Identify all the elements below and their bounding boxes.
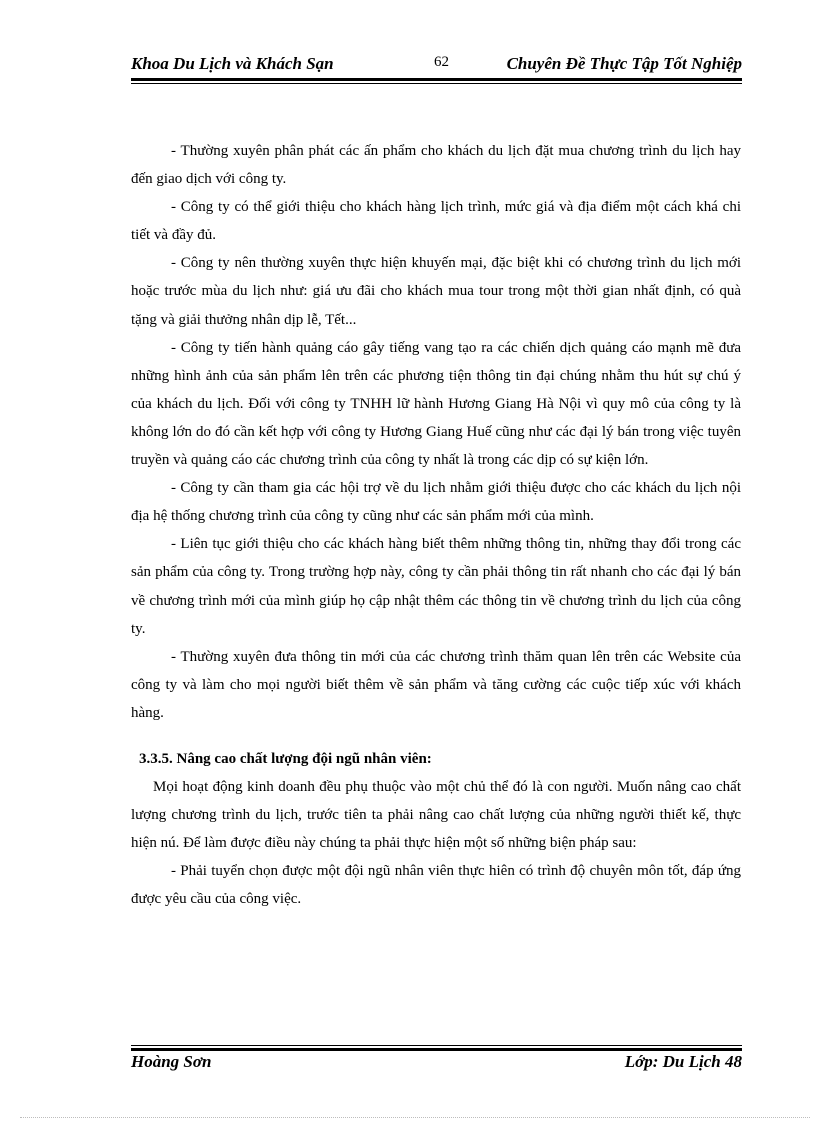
page-body xyxy=(131,137,741,913)
footer-class: Lớp: Du Lịch 48 xyxy=(624,1052,742,1071)
body-paragraph: - Công ty có thể giới thiệu cho khách hàng lịch trình, mức giá và địa điểm một cách khá chi tiết và đầy đủ. xyxy=(131,199,741,244)
section-item: - Phải tuyển chọn được một đội ngũ nhân viên thực hiên có trình độ chuyên môn tốt, đáp ứng được yêu cầu của công việc. xyxy=(131,863,741,908)
section-heading: 3.3.5. Nâng cao chất lượng đội ngũ nhân viên: xyxy=(139,750,432,767)
page-footer xyxy=(131,1050,742,1076)
body-paragraph: - Thường xuyên phân phát các ấn phẩm cho khách du lịch đặt mua chương trình du lịch hay đến giao dịch với công ty. xyxy=(131,143,741,188)
body-paragraph: - Liên tục giới thiệu cho các khách hàng biết thêm những thông tin, những thay đổi trong các sản phẩm của công ty. Trong trường hợp này, công ty cần phải thông tin rất nhanh cho các đại lý bán về chương trình mới của mình giúp họ cập nhật thêm các thông tin về chương trình du lịch của công ty. xyxy=(131,536,741,637)
header-rule-thin xyxy=(131,83,742,84)
header-rule-thick xyxy=(131,78,742,81)
body-paragraph: - Thường xuyên đưa thông tin mới của các chương trình thăm quan lên trên các Website của công ty và làm cho mọi người biết thêm về sản phẩm và tăng cường các cuộc tiếp xúc với khách hàng. xyxy=(131,648,741,721)
page-number: 62 xyxy=(434,54,449,70)
section-intro: Mọi hoạt động kinh doanh đều phụ thuộc vào một chủ thể đó là con người. Muốn nâng cao chất lượng chương trình du lịch, trước tiên ta phải nâng cao chất lượng của những người thiết kế, thực hiện nú. Để làm được điều này chúng ta phải thực hiện một số những biện pháp sau: xyxy=(131,778,741,852)
page-header xyxy=(131,52,742,78)
header-faculty: Khoa Du Lịch và Khách Sạn xyxy=(131,54,334,73)
header-report-title: Chuyên Đề Thực Tập Tốt Nghiệp xyxy=(506,54,742,73)
footer-rule-thin xyxy=(131,1045,742,1046)
body-paragraph: - Công ty nên thường xuyên thực hiện khuyến mại, đặc biệt khi có chương trình du lịch mới hoặc trước mùa du lịch như: giá ưu đãi cho khách mua tour trong một thời gian nhất định, có quà tặng và giải thưởng nhân dịp lễ, Tết... xyxy=(131,255,741,328)
footer-author: Hoàng Sơn xyxy=(131,1052,212,1071)
body-paragraph: - Công ty tiến hành quảng cáo gây tiếng vang tạo ra các chiến dịch quảng cáo mạnh mẽ đưa những hình ảnh của sản phẩm lên trên các phương tiện thông tin đại chúng nhằm thu hút sự chú ý của khách du lịch. Đối với công ty TNHH lữ hành Hương Giang Hà Nội vì quy mô của công ty là không lớn do đó cần kết hợp với công ty Hương Giang Huế cũng như các đại lý bán trong việc tuyên truyền và quảng cáo các chương trình của công ty nhất là trong các dịp có sự kiện lớn. xyxy=(131,339,741,469)
body-paragraph: - Công ty cần tham gia các hội trợ về du lịch nhằm giới thiệu được cho các khách du lịch nội địa hệ thống chương trình của công ty cũng như các sản phẩm mới của mình. xyxy=(131,480,741,525)
page-bottom-dotted-line xyxy=(20,1117,810,1118)
